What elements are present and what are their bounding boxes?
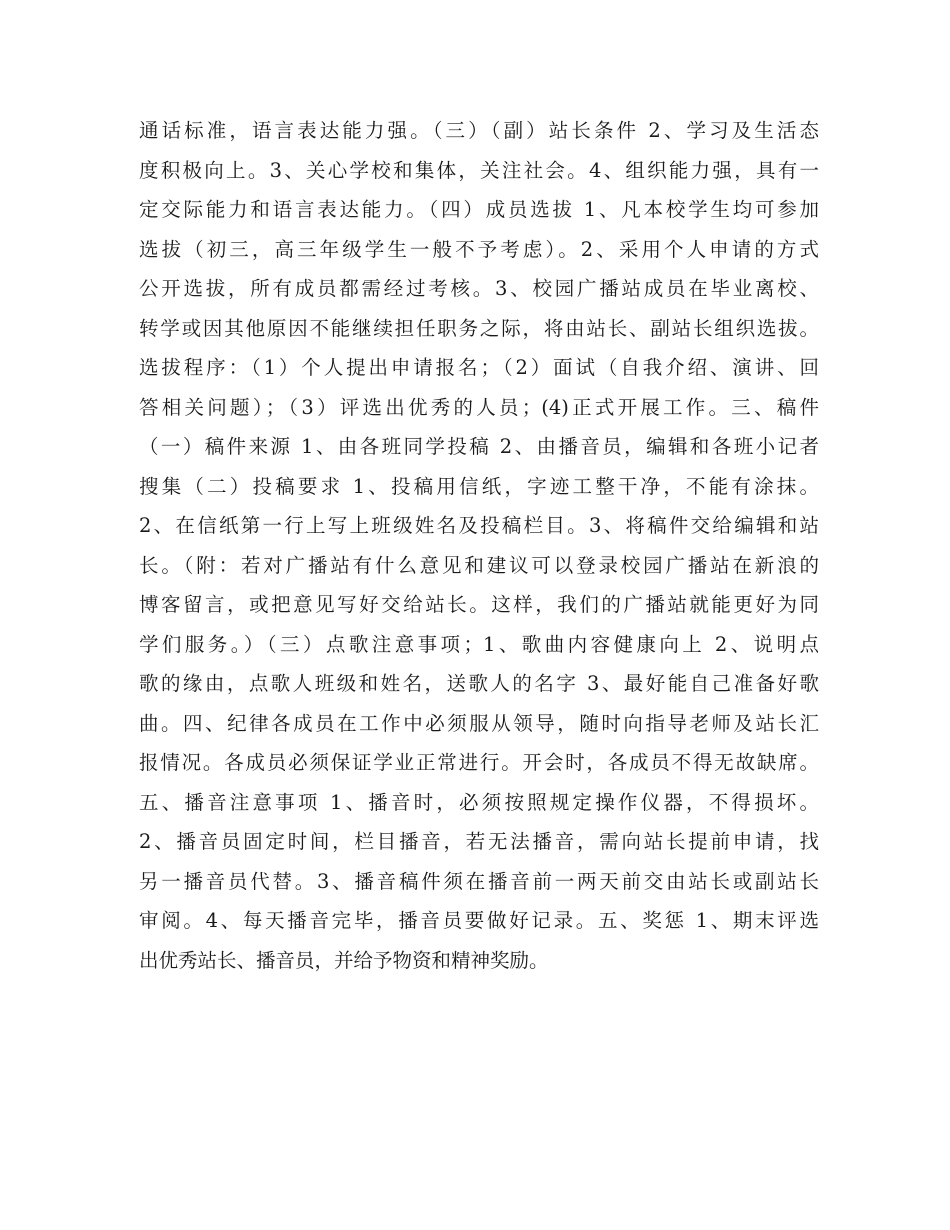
text-line: 度积极向上。3、关心学校和集体，关注社会。4、组织能力强，具有一 xyxy=(139,158,819,182)
text-line: 2、播音员固定时间，栏目播音，若无法播音，需向站长提前申请，找 xyxy=(139,830,819,853)
text-line: 审阅。4、每天播音完毕，播音员要做好记录。五、奖惩 1、期末评选 xyxy=(139,909,819,932)
text-line: 歌的缘由，点歌人班级和姓名，送歌人的名字 3、最好能自己准备好歌 xyxy=(139,672,819,695)
text-line: 公开选拔，所有成员都需经过考核。3、校园广播站成员在毕业离校、 xyxy=(139,277,819,300)
body-text xyxy=(139,111,819,980)
text-line: 五、播音注意事项 1、播音时，必须按照规定操作仪器，不得损坏。 xyxy=(139,790,819,814)
text-line: 博客留言，或把意见写好交给站长。这样，我们的广播站就能更好为同 xyxy=(139,593,819,616)
text-line: 选拔程序：（1）个人提出申请报名；（2）面试（自我介绍、演讲、回 xyxy=(139,356,819,379)
text-line: 选拔（初三，高三年级学生一般不予考虑）。2、采用个人申请的方式 xyxy=(139,237,819,261)
text-line: 另一播音员代替。3、播音稿件须在播音前一两天前交由站长或副站长 xyxy=(139,869,819,893)
text-line: 曲。四、纪律各成员在工作中必须服从领导，随时向指导老师及站长汇 xyxy=(139,711,819,735)
text-line: 搜集（二）投稿要求 1、投稿用信纸，字迹工整干净，不能有涂抹。 xyxy=(139,474,819,498)
text-line: 长。（附：若对广播站有什么意见和建议可以登录校园广播站在新浪的 xyxy=(139,553,819,577)
text-line: 定交际能力和语言表达能力。（四）成员选拔 1、凡本校学生均可参加 xyxy=(139,198,819,221)
text-line: 2、在信纸第一行上写上班级姓名及投稿栏目。3、将稿件交给编辑和站 xyxy=(139,514,819,537)
text-line: （一）稿件来源 1、由各班同学投稿 2、由播音员，编辑和各班小记者 xyxy=(139,435,819,458)
text-line: 通话标准，语言表达能力强。（三）（副）站长条件 2、学习及生活态 xyxy=(139,119,819,142)
text-line: 报情况。各成员必须保证学业正常进行。开会时，各成员不得无故缺席。 xyxy=(139,751,819,774)
text-line: 学们服务。）（三）点歌注意事项；1、歌曲内容健康向上 2、说明点 xyxy=(139,632,819,656)
text-line-last: 出优秀站长、播音员，并给予物资和精神奖励。 xyxy=(139,948,549,972)
text-line: 答相关问题）；（3）评选出优秀的人员；(4)正式开展工作。三、稿件 xyxy=(139,395,819,419)
text-line: 转学或因其他原因不能继续担任职务之际，将由站长、副站长组织选拔。 xyxy=(139,316,819,340)
